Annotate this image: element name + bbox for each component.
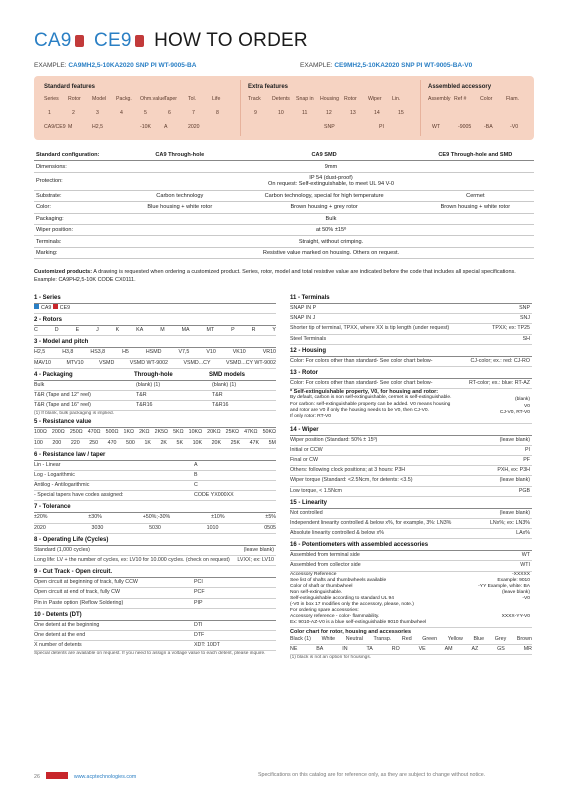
section-title: 8 - Operating Life (Cycles) bbox=[34, 536, 276, 546]
code-row: NE BA IN TA RO VE AM AZ GS MR bbox=[290, 645, 532, 655]
code-row: H2,5 H3,8 HS3,8 H5 HSMD V7,5 V10 VK10 VR10 bbox=[34, 348, 276, 358]
spec-row: Color: For colors other than standard- See color chart below- RT-color; ex.: blue: RT-AZ bbox=[290, 379, 532, 389]
spec-row: Absolute linearity controlled & below x% LAx% bbox=[290, 529, 532, 539]
website-link[interactable]: www.acptechnologies.com bbox=[73, 774, 137, 780]
config-label: Marking: bbox=[34, 247, 128, 258]
extra-num: 14 bbox=[374, 110, 380, 116]
section-title: 16 - Potentiometers with assembled accessories bbox=[290, 541, 532, 551]
ca9-label: CA9 bbox=[34, 30, 72, 51]
customized-products: Customized products: A drawing is requested when ordering a customized product. Series, rotor, model and total resistive value are indicated before the code that includes all special specifications. Example: CA9PH2,5-10K CODE CX0111. bbox=[34, 269, 516, 283]
std-value: H2,5 bbox=[92, 124, 103, 130]
section-title: 12 - Housing bbox=[290, 347, 532, 357]
spec-row: Long life: LV + the number of cycles, ex: LV10 for 10.000 cycles. (check on request) LVXX; ex: LV10 bbox=[34, 556, 276, 566]
color-chart-title: Color chart for rotor, housing and accessories bbox=[290, 628, 412, 635]
std-num: 1 bbox=[48, 110, 51, 116]
example-left: EXAMPLE: CA9MH2,5-10KA2020 SNP PI WT-9005-BA bbox=[34, 62, 197, 69]
acc-header: Assembly bbox=[428, 96, 451, 102]
std-header: Life bbox=[212, 96, 221, 102]
section-title: 1 - Series bbox=[34, 294, 276, 304]
extra-num: 9 bbox=[254, 110, 257, 116]
extra-num: 11 bbox=[302, 110, 308, 116]
section-title: 15 - Linearity bbox=[290, 499, 532, 509]
section-title: 4 - Packaging Through-hole SMD models bbox=[34, 371, 276, 381]
config-label: Wiper position: bbox=[34, 224, 128, 235]
detent-row: X number of detents XDT: 10DT bbox=[34, 641, 276, 651]
extra-header: Snap in bbox=[296, 96, 314, 102]
page-number: 26 bbox=[34, 774, 40, 780]
cut-track-row: Open circuit at end of track, fully CW PCF bbox=[34, 588, 276, 598]
std-header: Rotor bbox=[68, 96, 81, 102]
std-header: Tol. bbox=[188, 96, 197, 102]
series-color-swatch bbox=[53, 304, 58, 309]
config-label: Color: bbox=[34, 202, 128, 213]
example-right: EXAMPLE: CE9MH2,5-10KA2020 SNP PI WT-9005-BA-V0 bbox=[300, 62, 473, 69]
section-title: 7 - Tolerance bbox=[34, 503, 276, 513]
section-title: 3 - Model and pitch bbox=[34, 338, 276, 348]
section-title: 11 - Terminals bbox=[290, 294, 532, 304]
config-value: Bulk bbox=[128, 213, 534, 224]
config-label: Protection: bbox=[34, 172, 128, 190]
config-header: CA9 SMD bbox=[232, 150, 417, 161]
std-header: Packg. bbox=[116, 96, 132, 102]
config-header: CE9 Through-hole and SMD bbox=[417, 150, 534, 161]
spec-row: Steel Terminals SH bbox=[290, 335, 532, 345]
config-label: Substrate: bbox=[34, 190, 128, 201]
section-title: 14 - Wiper bbox=[290, 426, 532, 436]
acc-header: Color bbox=[480, 96, 493, 102]
code-row: 100Ω 200Ω 250Ω 470Ω 500Ω 1KΩ 2KΩ 2K5Ω 5KΩ 10KΩ 20KΩ 25KΩ 47KΩ 50KΩ bbox=[34, 428, 276, 438]
spec-row: Assembled from collector side WTI bbox=[290, 561, 532, 571]
spec-row: Initial or CCW PI bbox=[290, 446, 532, 456]
detent-row: One detent at the beginning DTI bbox=[34, 621, 276, 631]
accessory-block: Accessory Reference -XXXXX See list of shafts and thumbwheels available Example: 9010 Color of shaft or thumbwheel -YY Example, white: BA Non self-extinguishable. (leave blank) Self-extinguishable according to standard UL 94 -V0 (-V0 in box 17 modifies only the accessory, please, note.) For ordering spare accessories: Accessory reference - color- flammability. XXXX-YY-V0 Ex: 9010-AZ-V0 is a blue self-extinguishable 9010 thumbwheel bbox=[290, 572, 532, 628]
std-num: 3 bbox=[96, 110, 99, 116]
config-value: Brown housing + white rotor bbox=[417, 202, 534, 213]
disclaimer: Specifications on this catalog are for reference only, as they are subject to change without notice. bbox=[258, 772, 486, 778]
extra-num: 12 bbox=[326, 110, 332, 116]
std-num: 8 bbox=[216, 110, 219, 116]
config-value: Carbon technology, special for high temperature bbox=[232, 190, 417, 201]
acc-value: -V0 bbox=[510, 124, 519, 130]
extra-num: 10 bbox=[278, 110, 284, 116]
spec-row: Others: following clock positions; at 3 hours: P3H PXH, ex: P3H bbox=[290, 466, 532, 476]
std-num: 5 bbox=[144, 110, 147, 116]
taper-row: - Special tapers have codes assigned: CODE YX000XX bbox=[34, 491, 276, 501]
section-title: 10 - Detents (DT) bbox=[34, 611, 276, 621]
extra-features-title: Extra features bbox=[248, 84, 289, 90]
cut-track-row: Open circuit at beginning of track, fully CCW PCI bbox=[34, 578, 276, 588]
extra-header: Wiper bbox=[368, 96, 382, 102]
right-column bbox=[290, 292, 532, 660]
code-row: 2020 3030 5030 1010 0505 bbox=[34, 524, 276, 534]
packaging-row: T&R (Tape and 12" reel) T&R T&R bbox=[34, 391, 276, 401]
extra-value: SNP bbox=[324, 124, 335, 130]
code-row: C D E J K KA M MA MT P R Y bbox=[34, 326, 276, 336]
std-num: 4 bbox=[120, 110, 123, 116]
spec-row: SNAP IN J SNJ bbox=[290, 314, 532, 324]
config-label: Dimensions: bbox=[34, 161, 128, 172]
spec-row: Color: For colors other than standard- See color chart below- CJ-color; ex.: red: CJ-RO bbox=[290, 357, 532, 367]
std-num: 7 bbox=[192, 110, 195, 116]
config-header: CA9 Through-hole bbox=[128, 150, 232, 161]
spec-row: Final or CW PF bbox=[290, 456, 532, 466]
config-value: IP 54 (dust-proof) On request: Self-extinguishable, to meet UL 94 V-0 bbox=[128, 172, 534, 190]
std-features-title: Standard features bbox=[44, 84, 96, 90]
code-row: 100 200 220 250 470 500 1K 2K 5K 10K 20K 25K 47K 5M bbox=[34, 439, 276, 449]
section-title: 13 - Rotor bbox=[290, 369, 532, 379]
how-to-order-title: HOW TO ORDER bbox=[154, 30, 308, 51]
std-value: -10K bbox=[140, 124, 151, 130]
taper-row: Lin - Linear A bbox=[34, 461, 276, 471]
config-value: Blue housing + white rotor bbox=[128, 202, 232, 213]
acc-value: WT bbox=[432, 124, 441, 130]
config-value: Resistive value marked on housing. Others on request. bbox=[128, 247, 534, 258]
taper-row: Log - Logarithmic B bbox=[34, 471, 276, 481]
cut-track-row: Pin in Paste option (Reflow Soldering) PIP bbox=[34, 599, 276, 609]
std-header: Model bbox=[92, 96, 107, 102]
config-value: Carbon technology bbox=[128, 190, 232, 201]
accessory-title: Assembled accessory bbox=[428, 84, 492, 90]
left-column bbox=[34, 292, 276, 656]
series-row: CA9 CE9 bbox=[34, 304, 276, 314]
extra-header: Rotor bbox=[344, 96, 357, 102]
config-value: Brown housing + grey rotor bbox=[232, 202, 417, 213]
note: Special detents are available on request. If you need to assign a voltage value to each detent, please inquire. bbox=[34, 651, 266, 657]
section-title: 5 - Resistance value bbox=[34, 418, 276, 428]
extra-num: 15 bbox=[398, 110, 404, 116]
std-value: CA9/CE9 bbox=[44, 124, 66, 130]
potentiometer-icon bbox=[135, 35, 144, 47]
ce9-label: CE9 bbox=[94, 30, 132, 51]
spec-row: Not controlled (leave blank) bbox=[290, 509, 532, 519]
code-row: MAV10 MTV10 VSMD VSMD WT-9002 VSMD...CY VSMD...CY WT-9002 bbox=[34, 359, 276, 369]
detent-row: One detent at the end DTF bbox=[34, 631, 276, 641]
page-title bbox=[34, 30, 308, 52]
section-title: 2 - Rotors bbox=[34, 316, 276, 326]
config-label: Packaging: bbox=[34, 213, 128, 224]
std-header: Series bbox=[44, 96, 59, 102]
config-value: 9mm bbox=[128, 161, 534, 172]
extra-num: 13 bbox=[350, 110, 356, 116]
spec-row: Shorter tip of terminal, TPXX, where XX is tip length (under request) TPXX; ex: TP25 bbox=[290, 324, 532, 334]
spec-row: Independent linearity controlled & below x%, for example, 3%: LN3% LNx%; ex: LN3% bbox=[290, 519, 532, 529]
extra-header: Housing bbox=[320, 96, 340, 102]
std-value: A bbox=[164, 124, 168, 130]
standard-configuration-table bbox=[34, 150, 534, 259]
std-value: M bbox=[68, 124, 73, 130]
series-color-swatch bbox=[34, 304, 39, 309]
footer bbox=[34, 772, 136, 780]
std-header: Ohm.value bbox=[140, 96, 166, 102]
config-value: at 50% ±15º bbox=[128, 224, 534, 235]
spec-row: SNAP IN P SNP bbox=[290, 304, 532, 314]
spec-row: Wiper position (Standard: 50% ± 15º) (leave blank) bbox=[290, 436, 532, 446]
potentiometer-icon bbox=[75, 35, 84, 47]
config-value: Cermet bbox=[417, 190, 534, 201]
extra-header: Detents bbox=[272, 96, 290, 102]
spec-row: Low torque, < 1.5Ncm PGB bbox=[290, 487, 532, 497]
acc-value: -9005 bbox=[458, 124, 472, 130]
taper-row: Antilog - Antilogarithmic C bbox=[34, 481, 276, 491]
config-header: Standard configuration: bbox=[34, 150, 128, 161]
spec-row: Assembled from terminal side WT bbox=[290, 551, 532, 561]
extra-header: Track bbox=[248, 96, 261, 102]
code-row: ±20% ±30% +50%;-30% ±10% ±5% bbox=[34, 513, 276, 523]
config-label: Terminals: bbox=[34, 236, 128, 247]
packaging-row: Bulk (blank) (1) (blank) (1) bbox=[34, 381, 276, 391]
section-title: 6 - Resistance law / taper bbox=[34, 451, 276, 461]
section-title: 9 - Cut Track - Open circuit. bbox=[34, 568, 276, 578]
std-num: 6 bbox=[168, 110, 171, 116]
config-value: Straight, without crimping. bbox=[128, 236, 534, 247]
flammability-block: * Self-extinguishable property, V0, for housing and rotor: By default, carbon is non self-extinguishable, cermet is self-extinguishable. For carbon: self-extinguishable property can be added. V0 means housing and rotor are V0 if only the housing needs to be V0, then CJ-V0. If only rotor: RT-V0 (blank) V0 CJ-V0, RT-V0 bbox=[290, 389, 532, 423]
note: (1) black is not an option for housings. bbox=[290, 654, 372, 660]
extra-value: PI bbox=[379, 124, 384, 130]
code-box bbox=[34, 76, 534, 140]
std-num: 2 bbox=[72, 110, 75, 116]
packaging-row: T&R (Tape and 16" reel) T&R16 T&R16 bbox=[34, 401, 276, 411]
acc-header: Flam. bbox=[506, 96, 519, 102]
spec-row: Wiper torque (Standard: <2.5Ncm, for detents: <3.5) (leave blank) bbox=[290, 476, 532, 486]
std-header: Taper bbox=[164, 96, 177, 102]
spec-row: Standard (1,000 cycles) (leave blank) bbox=[34, 546, 276, 556]
acc-value: -BA bbox=[484, 124, 493, 130]
acp-logo bbox=[46, 772, 68, 779]
acc-header: Ref # bbox=[454, 96, 467, 102]
std-value: 2020 bbox=[188, 124, 200, 130]
extra-header: Lin. bbox=[392, 96, 401, 102]
code-row: Black (1) White Neutral Transp. Red Green Yellow Blue Grey Brown bbox=[290, 635, 532, 645]
note: (1) If blank, bulk packaging is implied. bbox=[34, 411, 114, 417]
